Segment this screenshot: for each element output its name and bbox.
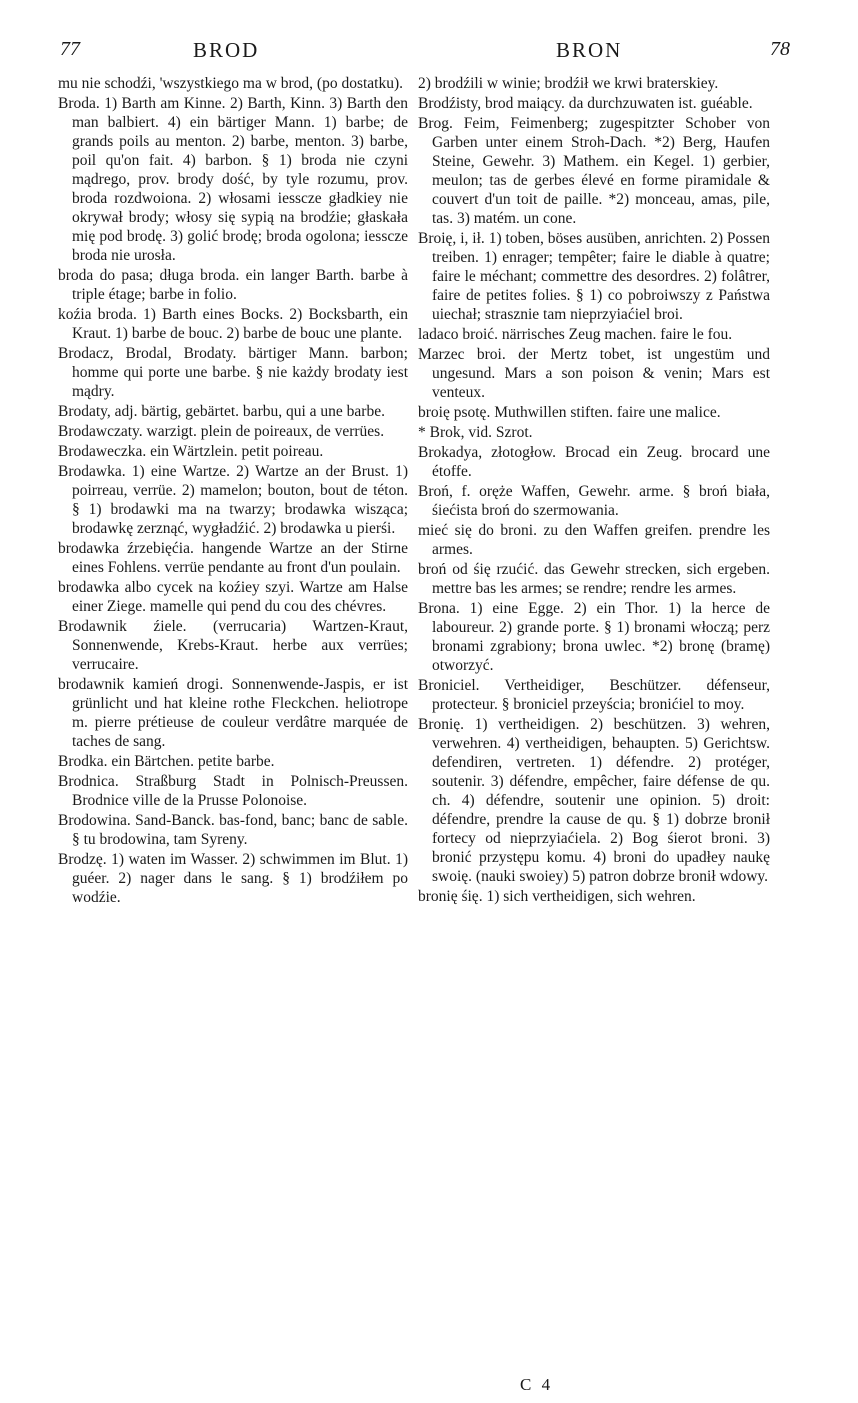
dictionary-entry: Marzec broi. der Mertz tobet, ist ungestüm und ungesund. Mars a son poison & venin; Mars est venteux. [418,346,770,401]
header-keyword-left: BROD [193,38,260,62]
dictionary-entry: Brodaty, adj. bärtig, gebärtet. barbu, qui a une barbe. [58,403,385,420]
right-column [418,74,770,907]
dictionary-entry: Brodźisty, brod maiący. da durchzuwaten ist. guéable. [418,95,753,112]
header-keyword-right: BRON [556,38,623,62]
dictionary-entry: brodawka albo cycek na koźiey szyi. Wartze am Halse einer Ziege. mamelle qui pend du cou des chévres. [58,579,408,615]
dictionary-entry: mieć się do broni. zu den Waffen greifen. prendre les armes. [418,522,770,558]
dictionary-entry: * Brok, vid. Szrot. [418,424,533,441]
dictionary-entry: ladaco broić. närrisches Zeug machen. faire le fou. [418,326,733,343]
dictionary-entry: broda do pasa; długa broda. ein langer Barth. barbe à triple étage; barbe in folio. [58,267,408,303]
dictionary-entry: Brodaweczka. ein Wärtzlein. petit poireau. [58,443,324,460]
dictionary-entry: Brog. Feim, Feimenberg; zugespitzter Schober von Garben unter einem Stroh-Dach. *2) Berg, Haufen Steine, Gewehr. 3) Mathem. ein Kegel. 1) gerbier, meulon; tas de gerbes élevé en forme piramidale & couvert d'un toit de paille. *2) monceau, amas, pile, tas. 3) matém. un cone. [418,115,770,227]
signature-mark: C 4 [520,1375,554,1394]
dictionary-entry: Broń, f. oręże Waffen, Gewehr. arme. § broń biała, śiećista broń do szermowania. [418,483,770,519]
dictionary-entry: Brodawka. 1) eine Wartze. 2) Wartze an der Brust. 1) poirreau, verrüe. 2) mamelon; bouton, bout de téton. § 1) brodawki ma na twarzy; brodawka wisząca; brodawkę zerznąć, wygładźić. 2) brodawka u pierśi. [58,463,408,537]
dictionary-entry: Brona. 1) eine Egge. 2) ein Thor. 1) la herce de laboureur. 2) grande porte. § 1) bronami włoczą; perz bronami zgrabiony; brona uwlec. *2) bronę (bramę) otworzyć. [418,600,770,674]
dictionary-entry: mu nie schodźi, 'wszystkiego ma w brod, (po dostatku). [58,75,404,92]
dictionary-entry: 2) brodźili w winie; brodźił we krwi braterskiey. [418,75,719,92]
dictionary-entry: Brodzę. 1) waten im Wasser. 2) schwimmen im Blut. 1) guéer. 2) nager dans le sang. § 1) brodźiłem po wodźie. [58,851,408,906]
dictionary-entry: Brodacz, Brodal, Brodaty. bärtiger Mann. barbon; homme qui porte une barbe. § nie każdy brodaty iest mądry. [58,345,408,400]
dictionary-entry: Broda. 1) Barth am Kinne. 2) Barth, Kinn. 3) Barth den man balbiert. 4) ein bärtiger Mann. 1) barbe; de grands poils au menton. 2) barbe, menton. 3) barbe, poil qu'on fait. 4) barbon. § 1) broda nie czyni mądrego, prov. brody dość, by tyle rozumu, prov. broda rozdwoiona. 2) włosami iesscze gładkiey nie okrywał brody; włosy się sypią na brodźie; głaskała mię pod brodę. 3) golić brodę; broda ogolona; iesscze broda nie urosła. [58,95,408,264]
left-column [58,74,408,908]
dictionary-entry: brodawka źrzebięćia. hangende Wartze an der Stirne eines Fohlens. verrüe pendante au front d'un poulain. [58,540,408,576]
dictionary-entry: broń od śię rzućić. das Gewehr strecken, sich ergeben. mettre bas les armes; se rendre; rendre les armes. [418,561,770,597]
dictionary-entry: koźia broda. 1) Barth eines Bocks. 2) Bocksbarth, ein Kraut. 1) barbe de bouc. 2) barbe de bouc une plante. [58,306,408,342]
dictionary-entry: Brodnica. Straßburg Stadt in Polnisch-Preussen. Brodnice ville de la Prusse Polonoise. [58,773,408,809]
page-number-left: 77 [60,38,80,60]
dictionary-entry: Broniciel. Vertheidiger, Beschützer. défenseur, protecteur. § broniciel przeyścia; bronićiel to moy. [418,677,770,713]
page-number-right: 78 [770,38,790,60]
dictionary-entry: broię psotę. Muthwillen stiften. faire une malice. [418,404,721,421]
dictionary-entry: bronię śię. 1) sich vertheidigen, sich wehren. [418,888,696,905]
dictionary-entry: Brodowina. Sand-Banck. bas-fond, banc; banc de sable. § tu brodowina, tam Syreny. [58,812,408,848]
dictionary-entry: Brodka. ein Bärtchen. petite barbe. [58,753,275,770]
dictionary-entry: Broię, i, ił. 1) toben, böses ausüben, anrichten. 2) Possen treiben. 1) enrager; tempêter; faire le diable à quatre; faire le méchant; commettre des desordres. 2) folâtrer, faire de petites folies. § 1) co pobroiwszy z Państwa uiechał; strasznie tam nieprzyiaćiel broi. [418,230,770,323]
dictionary-entry: brodawnik kamień drogi. Sonnenwende-Jaspis, er ist grünlicht und hat kleine rothe Fleckchen. heliotrope m. pierre prétieuse de couleur verdâtre marquée de taches de sang. [58,676,408,750]
dictionary-entry: Brodawnik źiele. (verrucaria) Wartzen-Kraut, Sonnenwende, Krebs-Kraut. herbe aux verrües; verrucaire. [58,618,408,673]
dictionary-entry: Bronię. 1) vertheidigen. 2) beschützen. 3) wehren, verwehren. 4) vertheidigen, behaupten. 5) Gerichtsw. defendiren, vertreten. 1) défendre. 2) protéger, soutenir. 3) défendre, empêcher, faire défense de qu. ch. 4) défendre, soutenir une opinion. 5) droit: défendre, prendre la cause de qu. § 1) dobrze bronił fortecy od nieprzyiaćiela. 2) Bog śierot broni. 3) bronić przystępu komu. 4) broni do upadłey naukę swoię. (nauki swoiey) 5) patron dobrze bronił wdowy. [418,716,770,885]
dictionary-entry: Brokadya, złotogłow. Brocad ein Zeug. brocard une étoffe. [418,444,770,480]
running-header [0,38,858,78]
dictionary-entry: Brodawczaty. warzigt. plein de poireaux, de verrües. [58,423,385,440]
